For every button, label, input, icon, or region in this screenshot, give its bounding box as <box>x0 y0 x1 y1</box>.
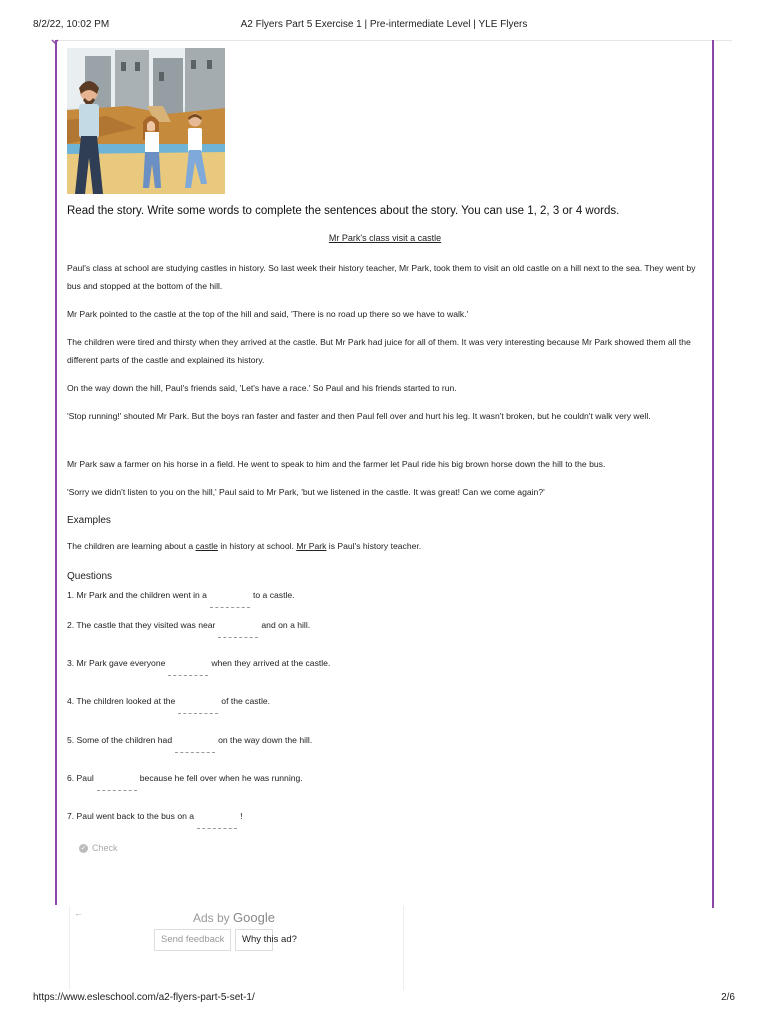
ad-box <box>69 906 404 990</box>
examples-heading: Examples <box>67 515 111 526</box>
story-paragraph: On the way down the hill, Paul's friends said, 'Let's have a race.' So Paul and his friends started to run. <box>67 383 457 393</box>
castle-illustration <box>67 48 225 194</box>
answer-input[interactable] <box>175 743 215 753</box>
ads-by-text: Ads by <box>193 911 230 925</box>
question-text: ! <box>240 811 243 821</box>
question-row <box>67 658 330 676</box>
question-text: on the way down the hill. <box>218 735 313 745</box>
question-text: 2. The castle that they visited was near <box>67 620 216 630</box>
example-answer: Mr Park <box>296 541 327 551</box>
question-row <box>67 620 310 638</box>
story-paragraph: 'Sorry we didn't listen to you on the hill,' Paul said to Mr Park, 'but we listened in the castle. It was great! Can we come again?' <box>67 487 545 497</box>
google-logo: Google <box>233 910 275 925</box>
answer-input[interactable] <box>210 598 250 608</box>
question-text: when they arrived at the castle. <box>211 658 331 668</box>
story-title-text: Mr Park's class visit a castle <box>328 233 442 243</box>
story-paragraph: Mr Park pointed to the castle at the top of the hill and said, 'There is no road up there so we have to walk.' <box>67 309 469 319</box>
top-divider <box>57 40 732 41</box>
question-text: 6. Paul <box>67 773 94 783</box>
chevron-down-icon <box>49 36 61 48</box>
why-this-ad-button[interactable]: Why this ad? <box>235 929 273 951</box>
check-button[interactable] <box>79 843 118 853</box>
print-page-number: 2/6 <box>721 992 735 1003</box>
example-text: in history at school. <box>217 541 297 551</box>
print-header <box>0 0 768 40</box>
answer-input[interactable] <box>178 704 218 714</box>
story-title <box>67 233 703 243</box>
story-paragraph: Paul's class at school are studying castles in history. So last week their history teacher, Mr Park, took them to visit an old castle on a hill next to the sea. They went by bus and stopped at the bottom of the hill. <box>67 263 696 291</box>
content-right-border <box>712 40 714 908</box>
story-paragraph: 'Stop running!' shouted Mr Park. But the boys ran faster and faster and then Paul fell over and hurt his leg. It wasn't broken, but he couldn't walk very well. <box>67 411 651 421</box>
question-text: of the castle. <box>221 696 271 706</box>
question-text: to a castle. <box>252 590 295 600</box>
example-text: The children are learning about a <box>67 541 196 551</box>
check-icon: ✓ <box>80 844 87 852</box>
check-label: Check <box>92 843 118 853</box>
print-url: https://www.esleschool.com/a2-flyers-part-5-set-1/ <box>33 992 255 1003</box>
ads-by-label <box>193 910 275 925</box>
example-sentence <box>67 541 421 551</box>
story-paragraph: Mr Park saw a farmer on his horse in a field. He went to speak to him and the farmer let Paul ride his big brown horse down the hill to the bus. <box>67 459 606 469</box>
example-answer: castle <box>195 541 218 551</box>
print-footer <box>0 992 768 1006</box>
story-paragraph: The children were tired and thirsty when they arrived at the castle. But Mr Park had juice for all of them. It was very interesting because Mr Park showed them all the different parts of the castle and explained its history. <box>67 337 691 365</box>
answer-input[interactable] <box>97 781 137 791</box>
back-arrow-icon[interactable]: ← <box>74 908 83 918</box>
question-text: 3. Mr Park gave everyone <box>67 658 166 668</box>
question-text: 5. Some of the children had <box>67 735 173 745</box>
question-text: 4. The children looked at the <box>67 696 176 706</box>
question-row <box>67 590 295 608</box>
question-text: 7. Paul went back to the bus on a <box>67 811 195 821</box>
question-row <box>67 773 303 791</box>
print-datetime: 8/2/22, 10:02 PM <box>33 19 110 30</box>
exercise-instructions: Read the story. Write some words to complete the sentences about the story. You can use 1, 2, 3 or 4 words. <box>67 205 620 217</box>
questions-heading: Questions <box>67 571 113 582</box>
send-feedback-button[interactable]: Send feedback <box>154 929 231 951</box>
question-text: and on a hill. <box>261 620 311 630</box>
content-left-border <box>55 40 57 905</box>
example-text: is Paul's history teacher. <box>326 541 422 551</box>
question-text: 1. Mr Park and the children went in a <box>67 590 207 600</box>
question-row <box>67 811 242 829</box>
question-row <box>67 735 312 753</box>
answer-input[interactable] <box>197 819 237 829</box>
print-page-title: A2 Flyers Part 5 Exercise 1 | Pre-intermediate Level | YLE Flyers <box>240 19 528 30</box>
question-text: because he fell over when he was running. <box>139 773 303 783</box>
question-row <box>67 696 270 714</box>
answer-input[interactable] <box>218 628 258 638</box>
answer-input[interactable] <box>168 666 208 676</box>
